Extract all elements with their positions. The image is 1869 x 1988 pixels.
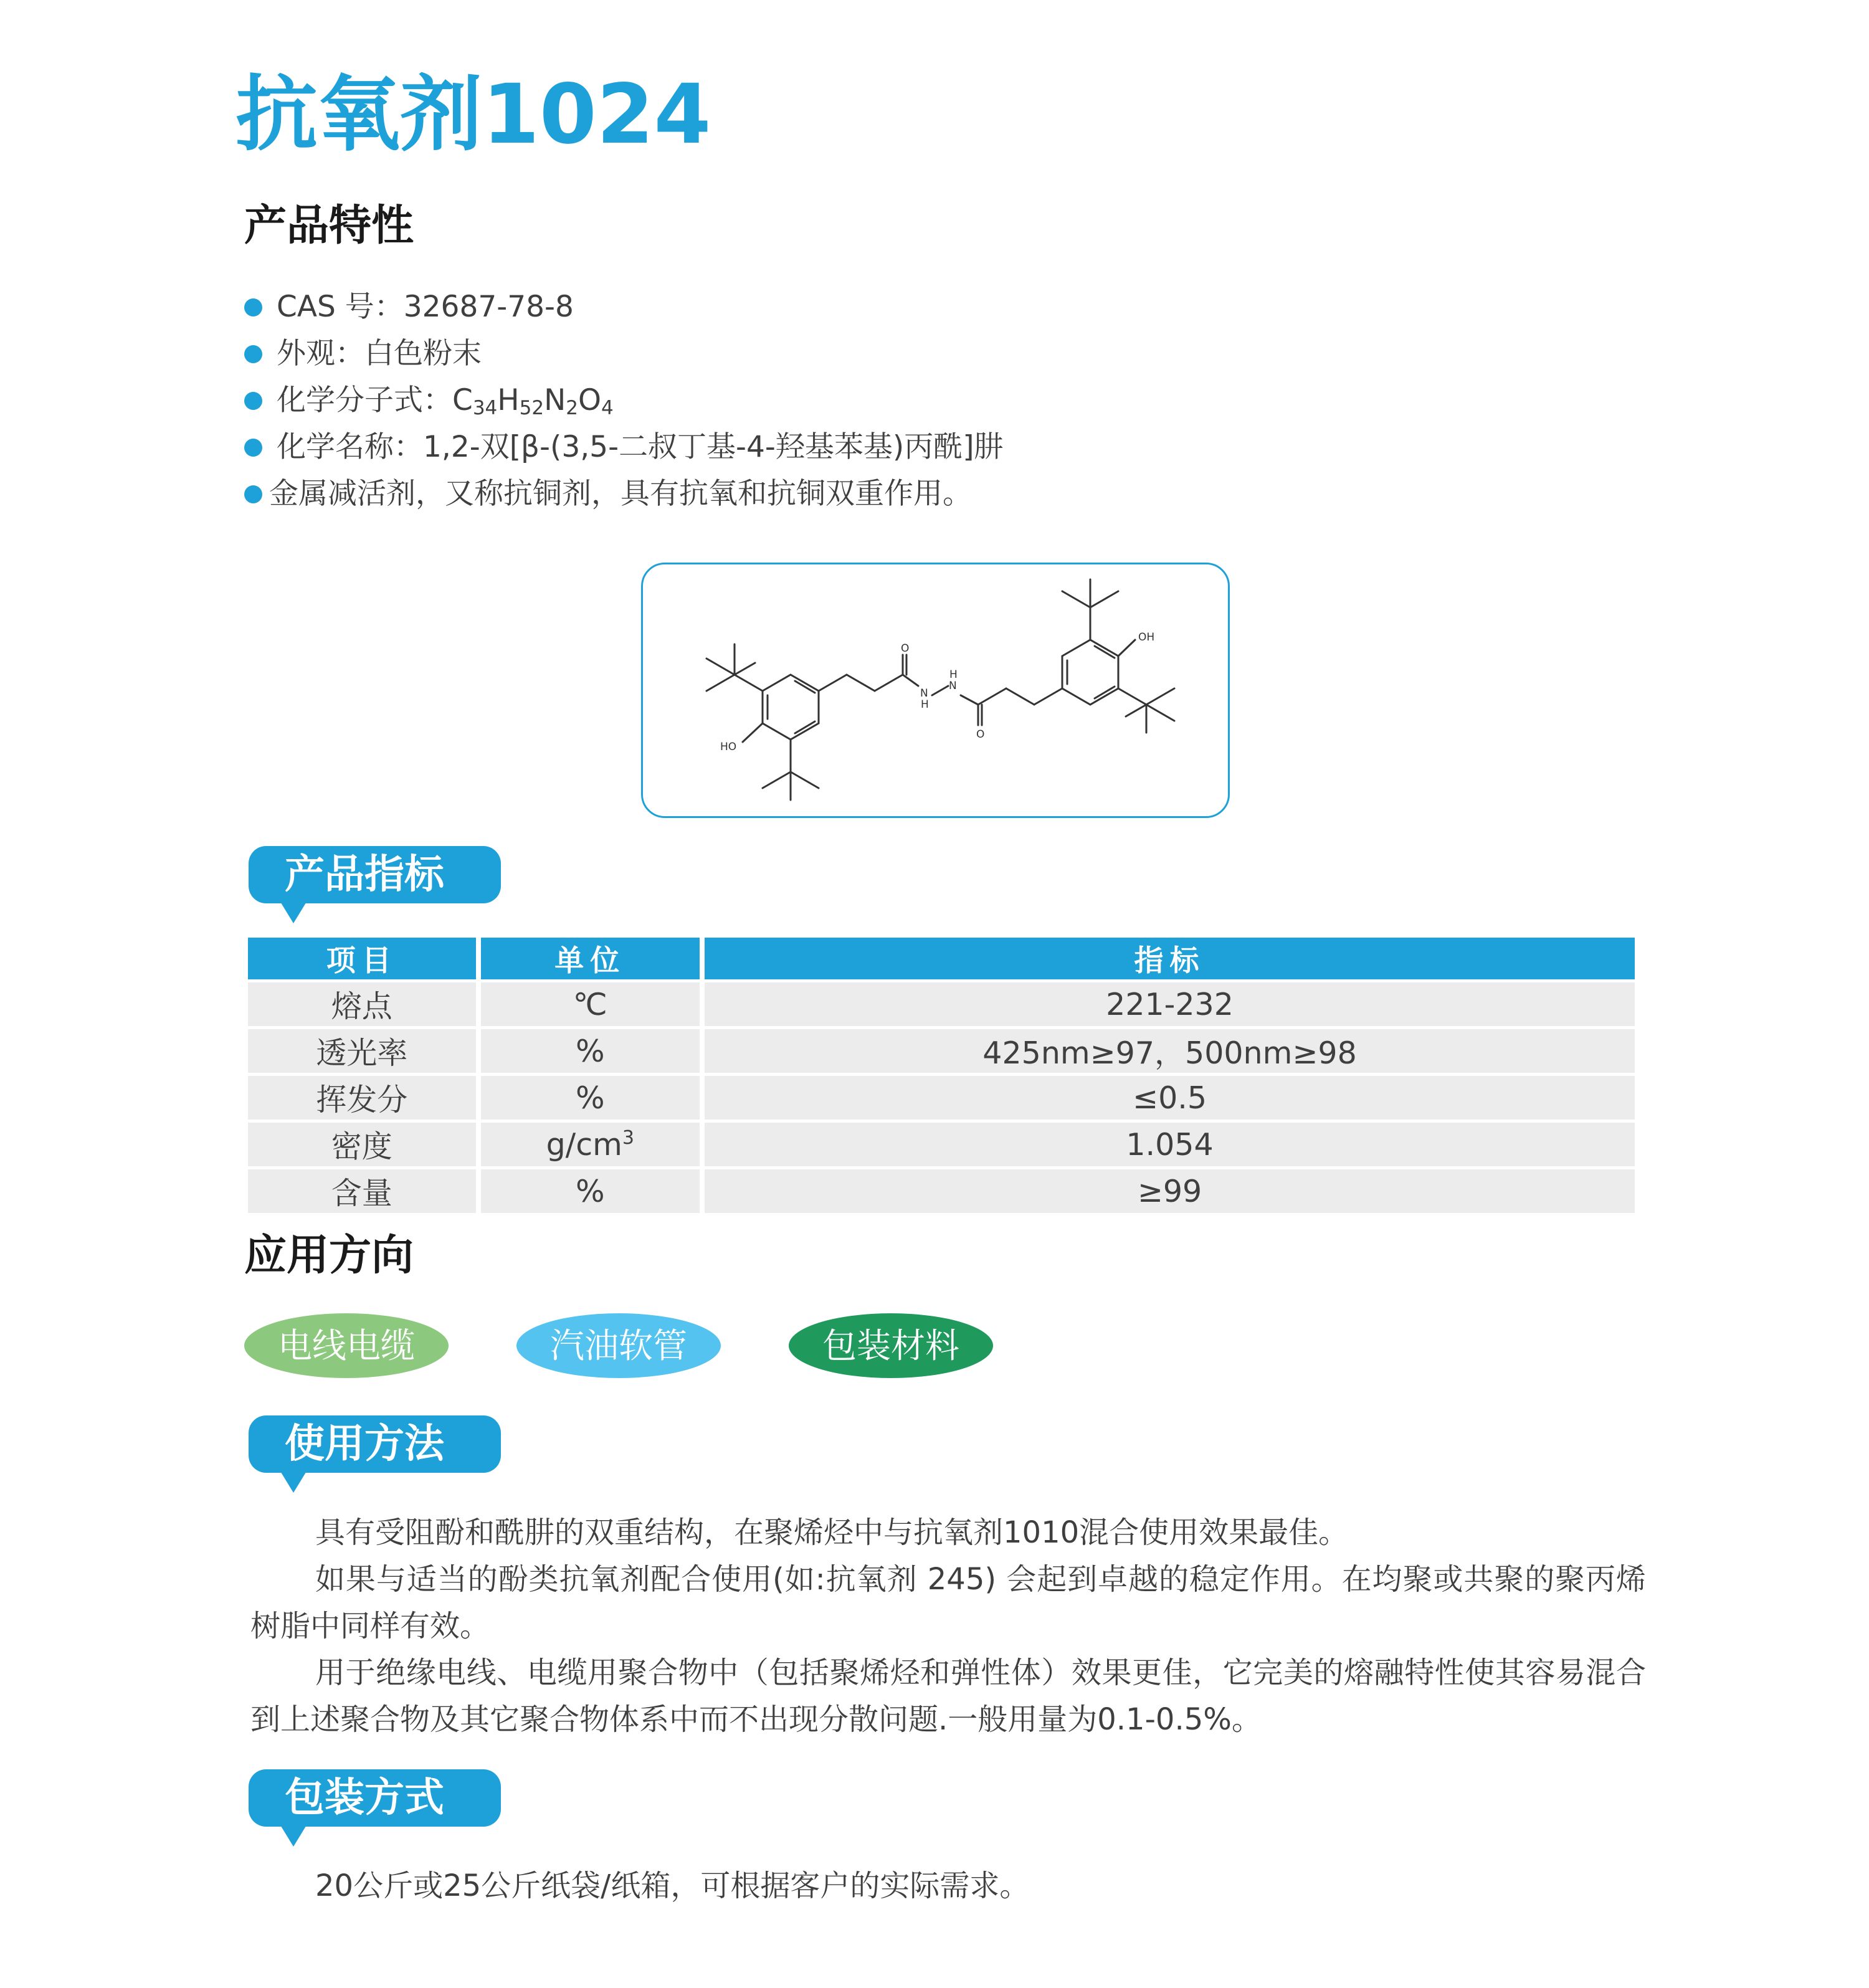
usage-section-heading — [249, 1415, 501, 1473]
cell-value: 425nm≥97，500nm≥98 — [705, 1029, 1635, 1073]
application-tag-packaging: 包装材料 — [789, 1313, 993, 1378]
cell-value: 221-232 — [705, 982, 1635, 1026]
column-header-item: 项目 — [248, 938, 476, 979]
application-tag-cable: 电线电缆 — [244, 1313, 449, 1378]
application-tag-hose: 汽油软管 — [516, 1313, 721, 1378]
speech-tail-icon — [280, 1470, 307, 1493]
speech-tail-icon — [280, 1824, 307, 1847]
table-row — [248, 1029, 1635, 1073]
usage-paragraph: 如果与适当的酚类抗氧剂配合使用(如:抗氧剂 245) 会起到卓越的稳定作用。在均聚或共聚的聚丙烯树脂中同样有效。 — [250, 1562, 1646, 1643]
table-row — [248, 1123, 1635, 1166]
feature-cas: CAS 号：32687-78-8 — [277, 290, 574, 324]
left-benzene-ring — [763, 675, 819, 740]
table-row — [248, 1076, 1635, 1120]
usage-heading-label: 使用方法 — [285, 1421, 444, 1467]
density-unit: g/cm — [546, 1126, 622, 1163]
feature-chemical-name: 化学名称：1,2-双[β-(3,5-二叔丁基-4-羟基苯基)丙酰]肼 — [277, 430, 1004, 464]
bullet-icon — [244, 345, 262, 363]
cell-item: 含量 — [248, 1169, 476, 1213]
h-label-left: H — [921, 698, 929, 711]
cell-value: 1.054 — [705, 1123, 1635, 1166]
column-header-unit: 单位 — [481, 938, 700, 979]
cell-item: 挥发分 — [248, 1076, 476, 1120]
table-header-row — [248, 938, 1635, 979]
cell-unit: ℃ — [481, 982, 700, 1026]
carbonyl-o-label-left: O — [901, 642, 910, 655]
h-label-right: H — [949, 668, 958, 681]
cell-item: 熔点 — [248, 982, 476, 1026]
carbonyl-o-label-right: O — [976, 728, 985, 741]
applications-heading: 应用方向 — [244, 1231, 414, 1280]
feature-description: 金属减活剂，又称抗铜剂，具有抗氧和抗铜双重作用。 — [269, 477, 972, 511]
feature-formula — [277, 377, 614, 424]
cell-unit: % — [481, 1169, 700, 1213]
n-label-left: N — [920, 687, 928, 700]
oh-label: OH — [1138, 631, 1155, 644]
table-row — [248, 1169, 1635, 1213]
formula-n-count: 2 — [566, 397, 578, 419]
column-header-value: 指标 — [705, 938, 1635, 979]
packaging-section-heading — [249, 1769, 501, 1827]
cell-value: ≤0.5 — [705, 1076, 1635, 1120]
bullet-icon — [244, 485, 262, 503]
cell-unit — [481, 1123, 700, 1166]
usage-paragraph: 用于绝缘电线、电缆用聚合物中（包括聚烯烃和弹性体）效果更佳，它完美的熔融特性使其容易混合到上述聚合物及其它聚合物体系中而不出现分散问题.一般用量为0.1-0.5%。 — [250, 1655, 1646, 1737]
bullet-icon — [244, 298, 262, 316]
spec-heading-label: 产品指标 — [285, 852, 444, 898]
speech-tail-icon — [280, 901, 307, 923]
right-benzene-ring — [1062, 640, 1118, 705]
cell-value: ≥99 — [705, 1169, 1635, 1213]
cell-unit: % — [481, 1029, 700, 1073]
formula-n: N — [544, 383, 566, 417]
formula-c-count: 34 — [472, 397, 498, 419]
packaging-heading-label: 包装方式 — [285, 1775, 444, 1821]
packaging-text: 20公斤或25公斤纸袋/纸箱，可根据客户的实际需求。 — [315, 1868, 1030, 1903]
formula-c: C — [452, 383, 473, 417]
chemical-structure-diagram — [643, 564, 1232, 820]
structure-diagram-box — [641, 563, 1230, 818]
spec-section-heading — [249, 846, 501, 903]
cell-item: 密度 — [248, 1123, 476, 1166]
page-title: 抗氧剂1024 — [235, 67, 711, 163]
bullet-icon — [244, 392, 262, 410]
table-row — [248, 982, 1635, 1026]
spec-table — [243, 935, 1640, 1216]
features-heading: 产品特性 — [244, 201, 414, 250]
usage-paragraph: 具有受阻酚和酰肼的双重结构，在聚烯烃中与抗氧剂1010混合使用效果最佳。 — [315, 1515, 1349, 1550]
cell-unit: % — [481, 1076, 700, 1120]
feature-appearance: 外观：白色粉末 — [277, 336, 482, 371]
formula-label: 化学分子式： — [277, 383, 452, 417]
formula-h: H — [497, 383, 520, 417]
formula-o-count: 4 — [601, 397, 614, 419]
formula-o: O — [578, 383, 601, 417]
usage-text — [250, 1510, 1646, 1743]
formula-h-count: 52 — [519, 397, 545, 419]
n-label-right: N — [949, 680, 957, 692]
bullet-icon — [244, 439, 262, 457]
ho-label: HO — [720, 741, 737, 753]
density-unit-exponent: 3 — [622, 1126, 634, 1149]
cell-item: 透光率 — [248, 1029, 476, 1073]
